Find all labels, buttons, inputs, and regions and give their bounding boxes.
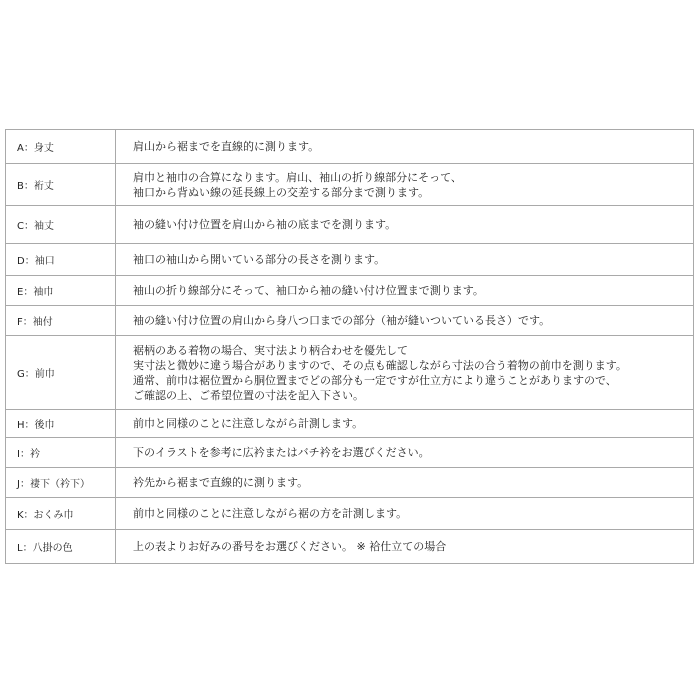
- row-label-f: F：袖付: [6, 306, 116, 336]
- row-label-b: B：裄丈: [6, 164, 116, 206]
- row-description-i: [116, 438, 694, 468]
- row-description-c: [116, 206, 694, 244]
- description-line: 衿先から裾まで直線的に測ります。: [133, 476, 309, 489]
- row-label-i: I：衿: [6, 438, 116, 468]
- description-line: 前巾と同様のことに注意しながら計測します。: [133, 417, 364, 430]
- description-line: 裾柄のある着物の場合、実寸法より柄合わせを優先して: [133, 343, 408, 357]
- description-line: 上の表よりお好みの番号をお選びください。 ※ 袷仕立ての場合: [133, 540, 447, 553]
- row-description-j: [116, 468, 694, 498]
- row-label-h: H：後巾: [6, 410, 116, 438]
- description-line: 袖の縫い付け位置の肩山から身八つ口までの部分（袖が縫いついている長さ）です。: [133, 314, 551, 327]
- table-row: [6, 468, 694, 498]
- row-label-e: E：袖巾: [6, 276, 116, 306]
- row-description-g: [116, 336, 694, 410]
- description-line: 前巾と同様のことに注意しながら裾の方を計測します。: [133, 507, 408, 520]
- row-label-j: J：褄下（衿下）: [6, 468, 116, 498]
- table-row: [6, 336, 694, 410]
- measurement-table: [5, 129, 694, 564]
- row-label-a: A：身丈: [6, 130, 116, 164]
- description-line: 袖の縫い付け位置を肩山から袖の底までを測ります。: [133, 218, 397, 231]
- description-line: 袖口の袖山から開いている部分の長さを測ります。: [133, 253, 386, 266]
- row-label-k: K：おくみ巾: [6, 498, 116, 530]
- row-label-g: G：前巾: [6, 336, 116, 410]
- table-row: [6, 164, 694, 206]
- row-description-l: [116, 530, 694, 564]
- table-row: [6, 438, 694, 468]
- row-label-c: C：袖丈: [6, 206, 116, 244]
- table-row: [6, 130, 694, 164]
- row-description-h: [116, 410, 694, 438]
- description-line: 通常、前巾は裾位置から胴位置までどの部分も一定ですが仕立方により違うことがありますので、: [133, 373, 617, 387]
- row-description-f: [116, 306, 694, 336]
- table-row: [6, 306, 694, 336]
- row-label-l: L：八掛の色: [6, 530, 116, 564]
- row-description-a: [116, 130, 694, 164]
- row-description-b: [116, 164, 694, 206]
- description-line: 袖山の折り線部分にそって、袖口から袖の縫い付け位置まで測ります。: [133, 284, 484, 297]
- description-line: 肩山から裾までを直線的に測ります。: [133, 140, 320, 153]
- row-label-d: D：袖口: [6, 244, 116, 276]
- description-line: 実寸法と微妙に違う場合がありますので、その点も確認しながら寸法の合う着物の前巾を測ります。: [133, 358, 627, 372]
- description-line: 肩巾と袖巾の合算になります。肩山、袖山の折り線部分にそって、: [133, 170, 462, 184]
- table-row: [6, 276, 694, 306]
- description-line: ご確認の上、ご希望位置の寸法を記入下さい。: [133, 388, 364, 402]
- row-description-k: [116, 498, 694, 530]
- table-row: [6, 498, 694, 530]
- table-row: [6, 410, 694, 438]
- table-row: [6, 530, 694, 564]
- row-description-d: [116, 244, 694, 276]
- table-row: [6, 206, 694, 244]
- description-line: 下のイラストを参考に広衿またはバチ衿をお選びください。: [133, 446, 430, 459]
- description-line: 袖口から背ぬい線の延長線上の交差する部分まで測ります。: [133, 185, 430, 199]
- row-description-e: [116, 276, 694, 306]
- table-row: [6, 244, 694, 276]
